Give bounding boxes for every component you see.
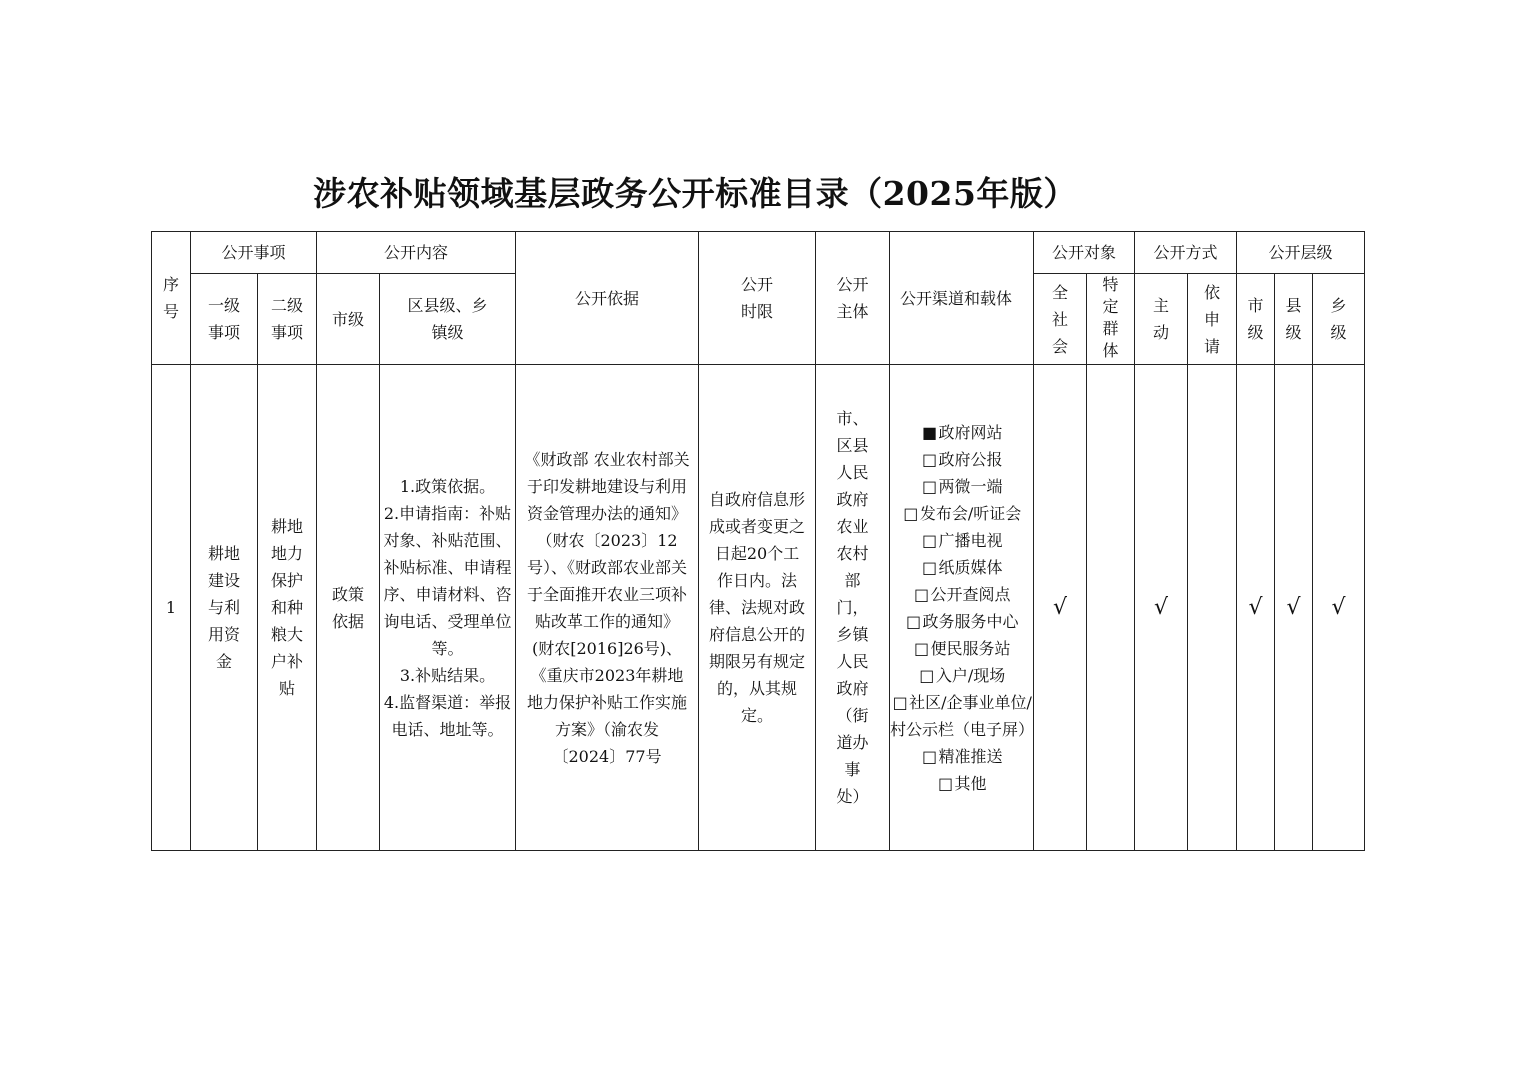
channel-item: □广播电视 [890, 527, 1033, 554]
checkbox-icon: □ [921, 557, 938, 577]
header-content: 公开内容 [317, 232, 516, 274]
header-level-town: 乡级 [1313, 274, 1365, 365]
header-channels: 公开渠道和载体 [890, 232, 1034, 365]
cell-method-active [1135, 365, 1188, 851]
page-title: 涉农补贴领域基层政务公开标准目录（2025年版） [313, 174, 1077, 213]
header-method-active: 主动 [1135, 274, 1188, 365]
channel-item: □其他 [890, 770, 1033, 797]
header-audience: 公开对象 [1034, 232, 1135, 274]
header-basis: 公开依据 [516, 232, 699, 365]
header-deadline: 公开时限 [699, 232, 816, 365]
cell-serial: 1 [152, 365, 191, 851]
check-mark-icon: √ [1053, 594, 1068, 620]
channel-item: □公开查阅点 [890, 581, 1033, 608]
table-header [152, 232, 1365, 365]
header-matters: 公开事项 [191, 232, 317, 274]
checkbox-icon: □ [921, 449, 938, 469]
content-item: 4.监督渠道：举报电话、地址等。 [383, 692, 512, 739]
channel-item: □政府公报 [890, 446, 1033, 473]
cell-audience-specific [1087, 365, 1135, 851]
header-audience-specific: 特定群体 [1087, 274, 1135, 365]
channel-item: □纸质媒体 [890, 554, 1033, 581]
cell-basis: 《财政部 农业农村部关于印发耕地建设与利用资金管理办法的通知》（财农〔2023〕12号）、《财政部农业部关于全面推开农业三项补贴改革工作的通知》(财农[2016]26号)、《重庆市2023年耕地地力保护补贴工作实施方案》（渝农发〔2024〕77号 [516, 365, 699, 851]
channel-item: □两微一端 [890, 473, 1033, 500]
cell-matter-level1: 耕地建设与利用资金 [191, 365, 258, 851]
header-level: 公开层级 [1237, 232, 1365, 274]
checkbox-icon: □ [913, 638, 930, 658]
cell-level-city [1237, 365, 1275, 851]
header-subject: 公开主体 [816, 232, 890, 365]
check-mark-icon: √ [1154, 594, 1169, 620]
header-level-county: 县级 [1275, 274, 1313, 365]
check-mark-icon: √ [1248, 594, 1263, 620]
checkbox-icon: □ [892, 692, 908, 712]
cell-audience-all [1034, 365, 1087, 851]
header-audience-all: 全社会 [1034, 274, 1087, 365]
header-method-request: 依申请 [1188, 274, 1237, 365]
header-serial: 序号 [152, 232, 191, 365]
channel-item: □政务服务中心 [890, 608, 1033, 635]
channel-item: □发布会/听证会 [890, 500, 1033, 527]
channel-item: □入户/现场 [890, 662, 1033, 689]
checkbox-icon: □ [921, 476, 938, 496]
table-row [152, 365, 1365, 851]
checkbox-icon: □ [905, 611, 922, 631]
check-mark-icon: √ [1331, 594, 1346, 620]
cell-content-district [380, 365, 516, 851]
header-matter-level2: 二级事项 [258, 274, 317, 365]
checkbox-icon: □ [919, 665, 935, 685]
cell-content-city: 政策依据 [317, 365, 380, 851]
checkbox-icon: □ [921, 530, 938, 550]
header-content-district: 区县级、乡镇级 [380, 274, 516, 365]
cell-deadline: 自政府信息形成或者变更之日起20个工作日内。法律、法规对政府信息公开的期限另有规定的，从其规定。 [699, 365, 816, 851]
checkbox-icon: □ [903, 503, 919, 523]
content-item: 1.政策依据。 [399, 476, 496, 496]
header-level-city: 市级 [1237, 274, 1275, 365]
cell-level-town [1313, 365, 1365, 851]
header-method: 公开方式 [1135, 232, 1237, 274]
check-mark-icon: √ [1286, 594, 1301, 620]
channel-item: □社区/企事业单位/村公示栏（电子屏） [890, 689, 1033, 743]
cell-level-county [1275, 365, 1313, 851]
content-item: 2.申请指南：补贴对象、补贴范围、补贴标准、申请程序、申请材料、咨询电话、受理单位等。 [383, 503, 512, 658]
catalog-table [151, 231, 1365, 851]
checkbox-icon: □ [921, 746, 938, 766]
channel-item: ■政府网站 [890, 419, 1033, 446]
content-item: 3.补贴结果。 [399, 665, 496, 685]
cell-subject: 市、区县人民政府农业农村部门，乡镇人民政府（街道办事处） [816, 365, 890, 851]
channel-item: □便民服务站 [890, 635, 1033, 662]
cell-method-request [1188, 365, 1237, 851]
header-matter-level1: 一级事项 [191, 274, 258, 365]
cell-matter-level2: 耕地地力保护和种粮大户补贴 [258, 365, 317, 851]
checkbox-icon: □ [913, 584, 930, 604]
cell-channels [890, 365, 1034, 851]
channel-item: □精准推送 [890, 743, 1033, 770]
header-content-city: 市级 [317, 274, 380, 365]
checkbox-icon: □ [937, 773, 954, 793]
checkbox-icon: ■ [921, 422, 938, 442]
